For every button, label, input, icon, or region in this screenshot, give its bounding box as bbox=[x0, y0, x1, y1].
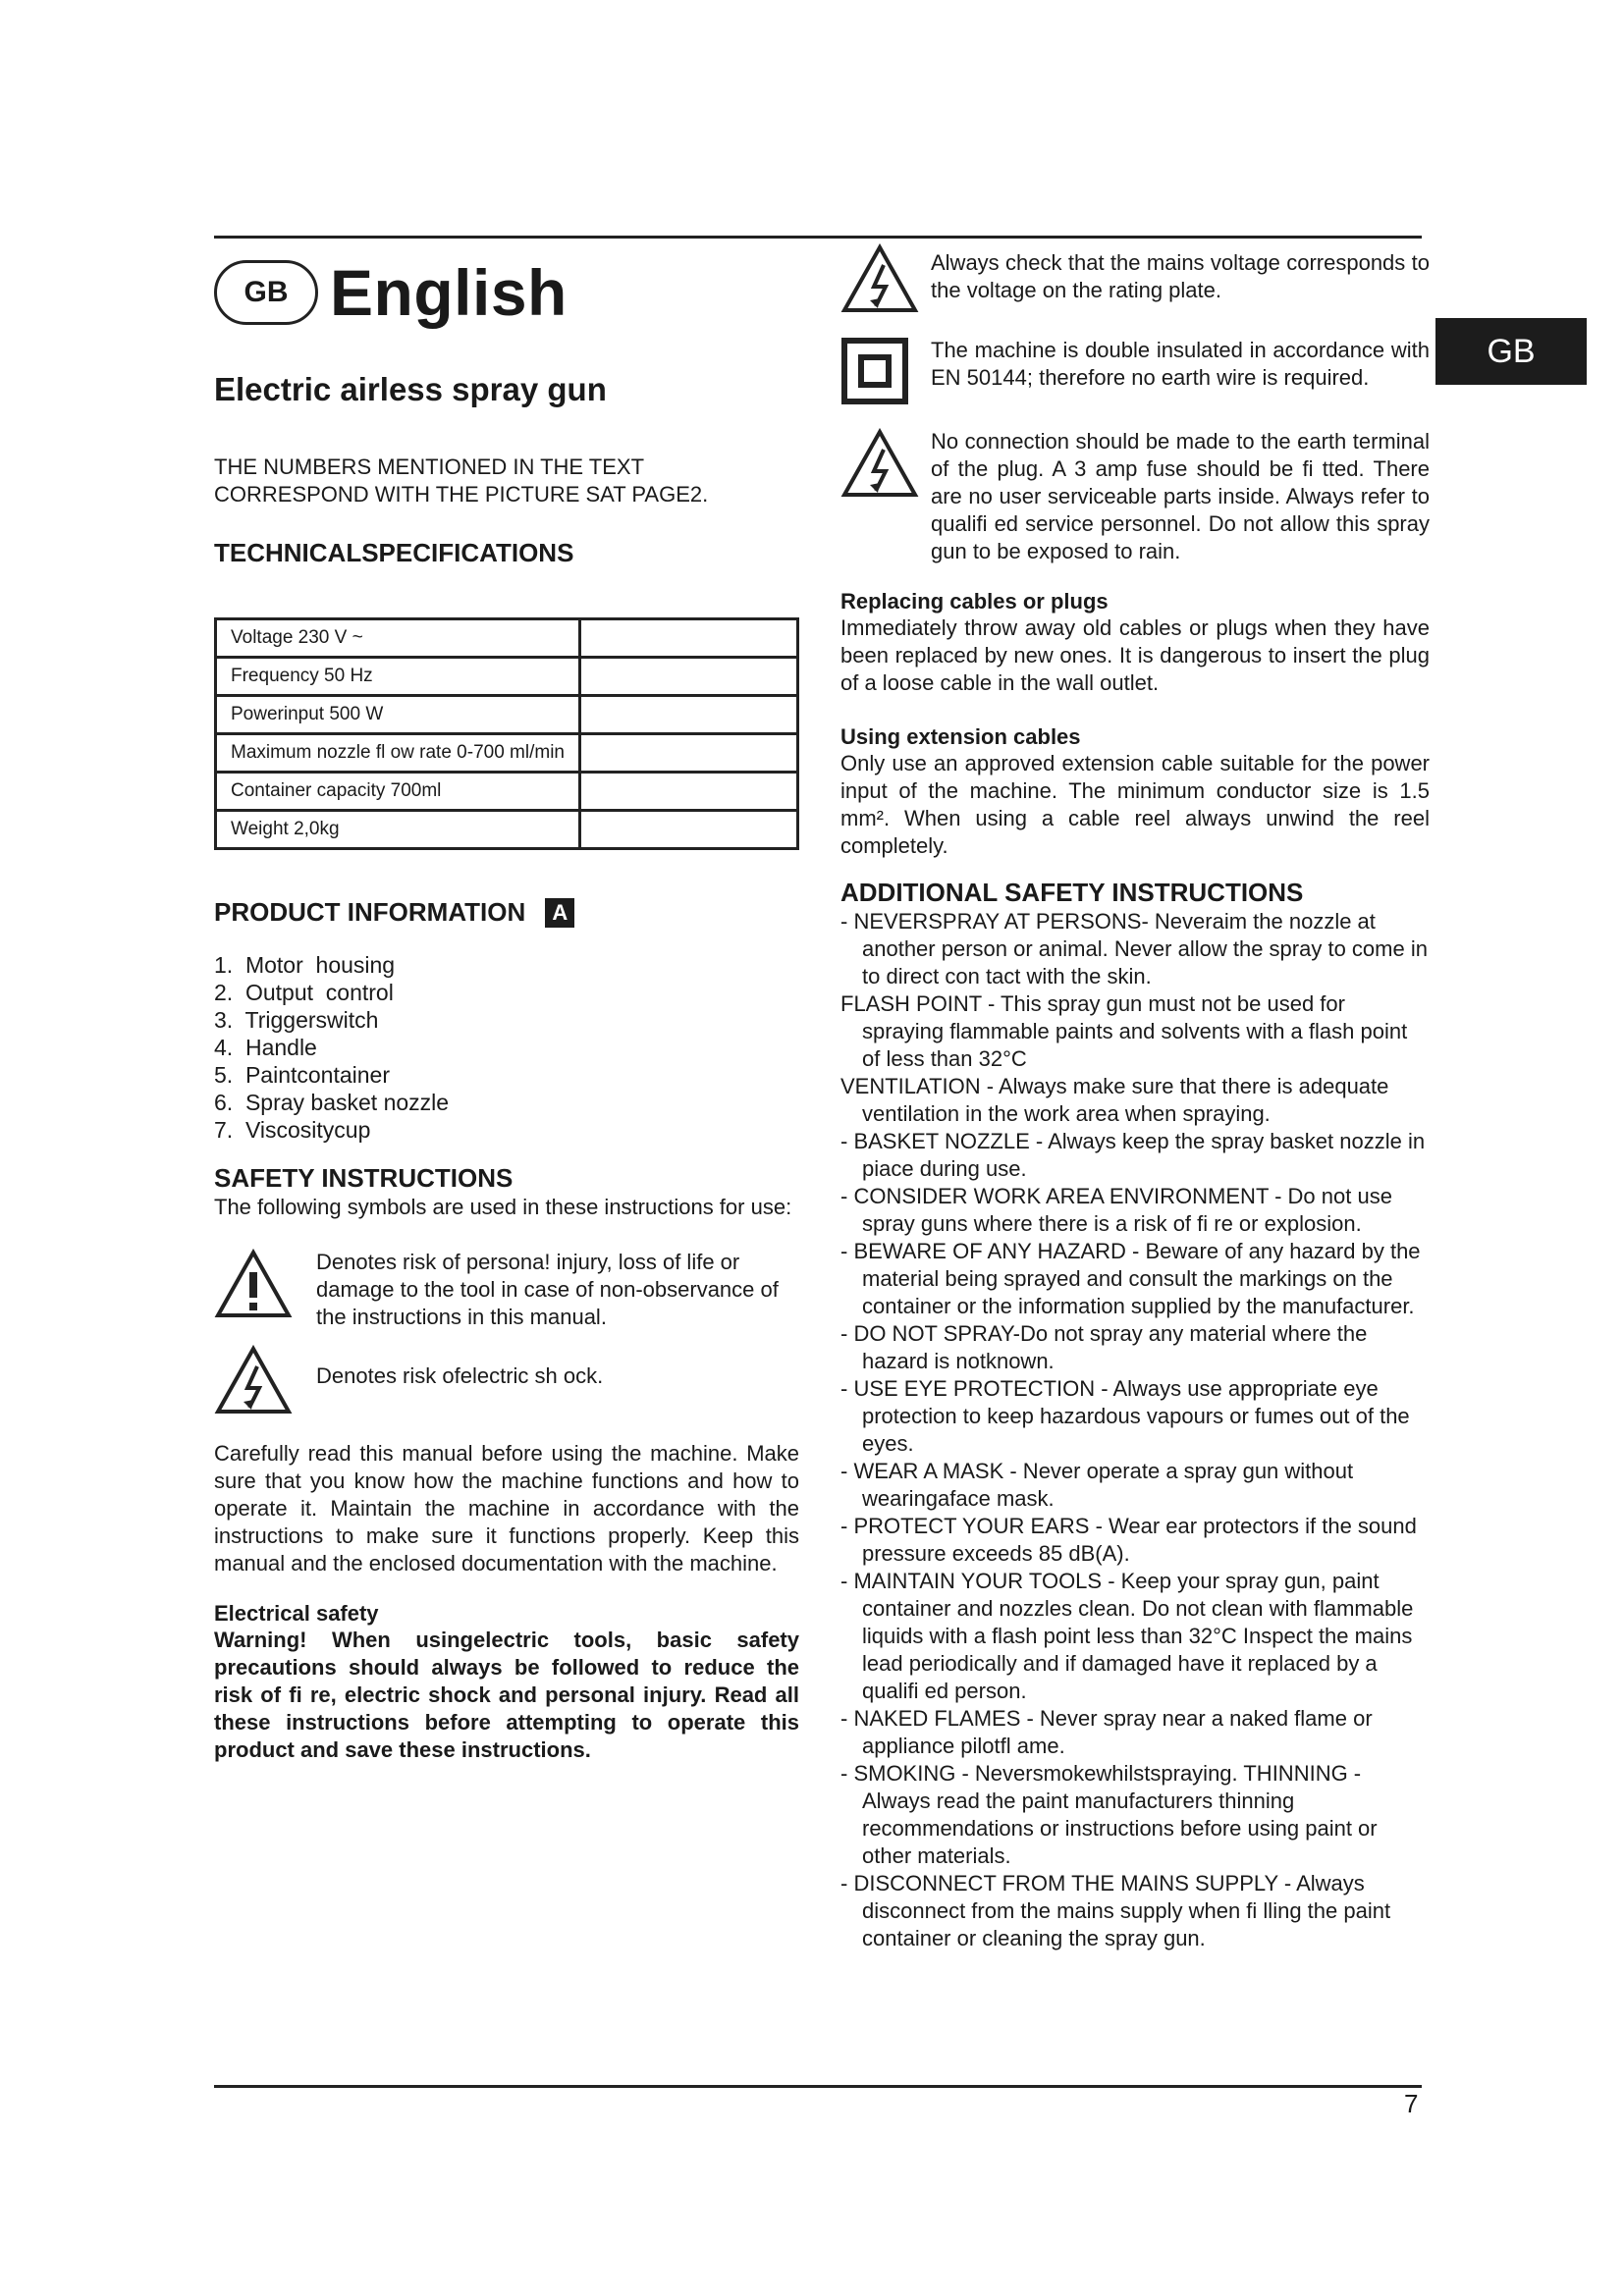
list-item: VENTILATION - Always make sure that there is adequate ventilation in the work area when spraying. bbox=[840, 1074, 1389, 1126]
double-insulated-text: The machine is double insulated in accordance with EN 50144; therefore no earth wire is required. bbox=[931, 338, 1430, 390]
spec-empty-cell bbox=[580, 773, 798, 811]
spec-title: TECHNICALSPECIFICATIONS bbox=[214, 538, 574, 567]
list-item: - BASKET NOZZLE - Always keep the spray basket nozzle in piace during use. bbox=[840, 1129, 1426, 1181]
product-info-title: PRODUCT INFORMATION bbox=[214, 897, 526, 927]
spec-empty-cell bbox=[580, 696, 798, 734]
page-number: 7 bbox=[1404, 2089, 1419, 2118]
electric-hazard-icon bbox=[214, 1345, 306, 1420]
spec-cell: Container capacity 700ml bbox=[216, 773, 580, 811]
list-item: 4. Handle bbox=[214, 1035, 317, 1060]
spec-row bbox=[216, 811, 798, 849]
right-column bbox=[840, 243, 1430, 1952]
electrical-warning: Warning! When usingelectric tools, basic safety precautions should always be followed to reduce the risk of fi re, electric shock and personal injury. Read all these instructions before attempting to operate this product and save these instructions. bbox=[214, 1628, 799, 1762]
spec-empty-cell bbox=[580, 734, 798, 773]
electric-hazard-icon bbox=[840, 243, 931, 319]
spec-cell: Maximum nozzle fl ow rate 0-700 ml/min bbox=[216, 734, 580, 773]
spec-empty-cell bbox=[580, 811, 798, 849]
bottom-rule bbox=[214, 2085, 1422, 2088]
additional-safety-list bbox=[840, 908, 1430, 1952]
list-item: 3. Triggerswitch bbox=[214, 1007, 379, 1033]
no-connection-block bbox=[840, 428, 1430, 565]
gb-badge: GB bbox=[214, 260, 318, 325]
spec-empty-cell bbox=[580, 619, 798, 658]
extension-title: Using extension cables bbox=[840, 724, 1081, 749]
spec-row bbox=[216, 734, 798, 773]
language-heading bbox=[214, 243, 799, 342]
safety-title: SAFETY INSTRUCTIONS bbox=[214, 1163, 514, 1193]
spec-row bbox=[216, 658, 798, 696]
picture-note: THE NUMBERS MENTIONED IN THE TEXT CORRESPOND WITH THE PICTURE SAT PAGE2. bbox=[214, 454, 709, 507]
spec-table bbox=[214, 617, 799, 850]
spec-empty-cell bbox=[580, 658, 798, 696]
list-item: 1. Motor housing bbox=[214, 952, 396, 978]
spec-cell: Frequency 50 Hz bbox=[216, 658, 580, 696]
spec-row bbox=[216, 619, 798, 658]
product-info-heading bbox=[214, 897, 799, 928]
list-item: 5. Paintcontainer bbox=[214, 1062, 391, 1088]
replacing-title: Replacing cables or plugs bbox=[840, 589, 1109, 614]
safety-intro: The following symbols are used in these instructions for use: bbox=[214, 1195, 792, 1219]
list-item: - DISCONNECT FROM THE MAINS SUPPLY - Always disconnect from the mains supply when fi lling the paint container or cleaning the spray gun. bbox=[840, 1871, 1391, 1950]
picture-ref-badge: A bbox=[545, 898, 574, 928]
symbol1-text: Denotes risk of persona! injury, loss of life or damage to the tool in case of non-observance of the instructions in this manual. bbox=[316, 1250, 779, 1329]
list-item: 7. Viscositycup bbox=[214, 1117, 371, 1143]
language-title: English bbox=[330, 256, 568, 329]
additional-safety-title: ADDITIONAL SAFETY INSTRUCTIONS bbox=[840, 878, 1304, 907]
symbol-electric-shock bbox=[214, 1345, 799, 1420]
warning-triangle-icon bbox=[214, 1249, 306, 1324]
list-item: - USE EYE PROTECTION - Always use appropriate eye protection to keep hazardous vapours or fumes out of the eyes. bbox=[840, 1376, 1410, 1456]
symbol-personal-injury bbox=[214, 1249, 799, 1331]
voltage-check-text: Always check that the mains voltage corresponds to the voltage on the rating plate. bbox=[931, 250, 1430, 302]
replacing-text: Immediately throw away old cables or plugs when they have been replaced by new ones. It is dangerous to insert the plug of a loose cable in the wall outlet. bbox=[840, 615, 1430, 695]
list-item: - MAINTAIN YOUR TOOLS - Keep your spray gun, paint container and nozzles clean. Do not clean with flammable liquids with a flash point less than 32°C Inspect the mains lead periodically and if damaged have it replaced by a qualifi ed person. bbox=[840, 1569, 1414, 1703]
top-rule bbox=[214, 236, 1422, 239]
double-insulation-icon bbox=[840, 337, 931, 410]
list-item: - NEVERSPRAY AT PERSONS- Neveraim the nozzle at another person or animal. Never allow the spray to come in to direct con tact with the skin. bbox=[840, 909, 1428, 988]
product-subtitle: Electric airless spray gun bbox=[214, 371, 607, 407]
list-item: - BEWARE OF ANY HAZARD - Beware of any hazard by the material being sprayed and consult the markings on the container or the information supplied by the manufacturer. bbox=[840, 1239, 1421, 1318]
list-item: - SMOKING - Neversmokewhilstspraying. THINNING - Always read the paint manufacturers thinning recommendations or instructions before using paint or other materials. bbox=[840, 1761, 1378, 1868]
spec-row bbox=[216, 696, 798, 734]
spec-row bbox=[216, 773, 798, 811]
double-insulated-block bbox=[840, 337, 1430, 410]
voltage-check-block bbox=[840, 243, 1430, 319]
list-item: - DO NOT SPRAY-Do not spray any material where the hazard is notknown. bbox=[840, 1321, 1368, 1373]
spec-cell: Weight 2,0kg bbox=[216, 811, 580, 849]
electrical-safety-title: Electrical safety bbox=[214, 1601, 379, 1626]
list-item: - PROTECT YOUR EARS - Wear ear protectors if the sound pressure exceeds 85 dB(A). bbox=[840, 1514, 1417, 1566]
list-item: - WEAR A MASK - Never operate a spray gun without wearingaface mask. bbox=[840, 1459, 1354, 1511]
list-item: 2. Output control bbox=[214, 980, 394, 1005]
electric-hazard-icon bbox=[840, 428, 931, 504]
left-column bbox=[214, 243, 799, 1764]
extension-text: Only use an approved extension cable suitable for the power input of the machine. The minimum conductor size is 1.5 mm². When using a cable reel always unwind the reel completely. bbox=[840, 751, 1430, 858]
list-item: 6. Spray basket nozzle bbox=[214, 1090, 450, 1115]
list-item: - NAKED FLAMES - Never spray near a naked flame or appliance pilotfl ame. bbox=[840, 1706, 1373, 1758]
list-item: FLASH POINT - This spray gun must not be used for spraying flammable paints and solvents with a flash point of less than 32°C bbox=[840, 991, 1408, 1071]
language-side-tab: GB bbox=[1435, 318, 1587, 385]
read-manual-paragraph: Carefully read this manual before using the machine. Make sure that you know how the machine functions and how to operate it. Maintain the machine in accordance with the instructions to make sure it functions properly. Keep this manual and the enclosed documentation with the machine. bbox=[214, 1441, 799, 1575]
spec-cell: Powerinput 500 W bbox=[216, 696, 580, 734]
list-item: - CONSIDER WORK AREA ENVIRONMENT - Do not use spray guns where there is a risk of fi re or explosion. bbox=[840, 1184, 1392, 1236]
spec-cell: Voltage 230 V ~ bbox=[216, 619, 580, 658]
no-connection-text: No connection should be made to the earth terminal of the plug. A 3 amp fuse should be fi tted. There are no user serviceable parts inside. Always refer to qualifi ed service personnel. Do not allow this spray gun to be exposed to rain. bbox=[931, 429, 1430, 563]
parts-list bbox=[214, 951, 799, 1144]
symbol2-text: Denotes risk ofelectric sh ock. bbox=[316, 1363, 604, 1388]
